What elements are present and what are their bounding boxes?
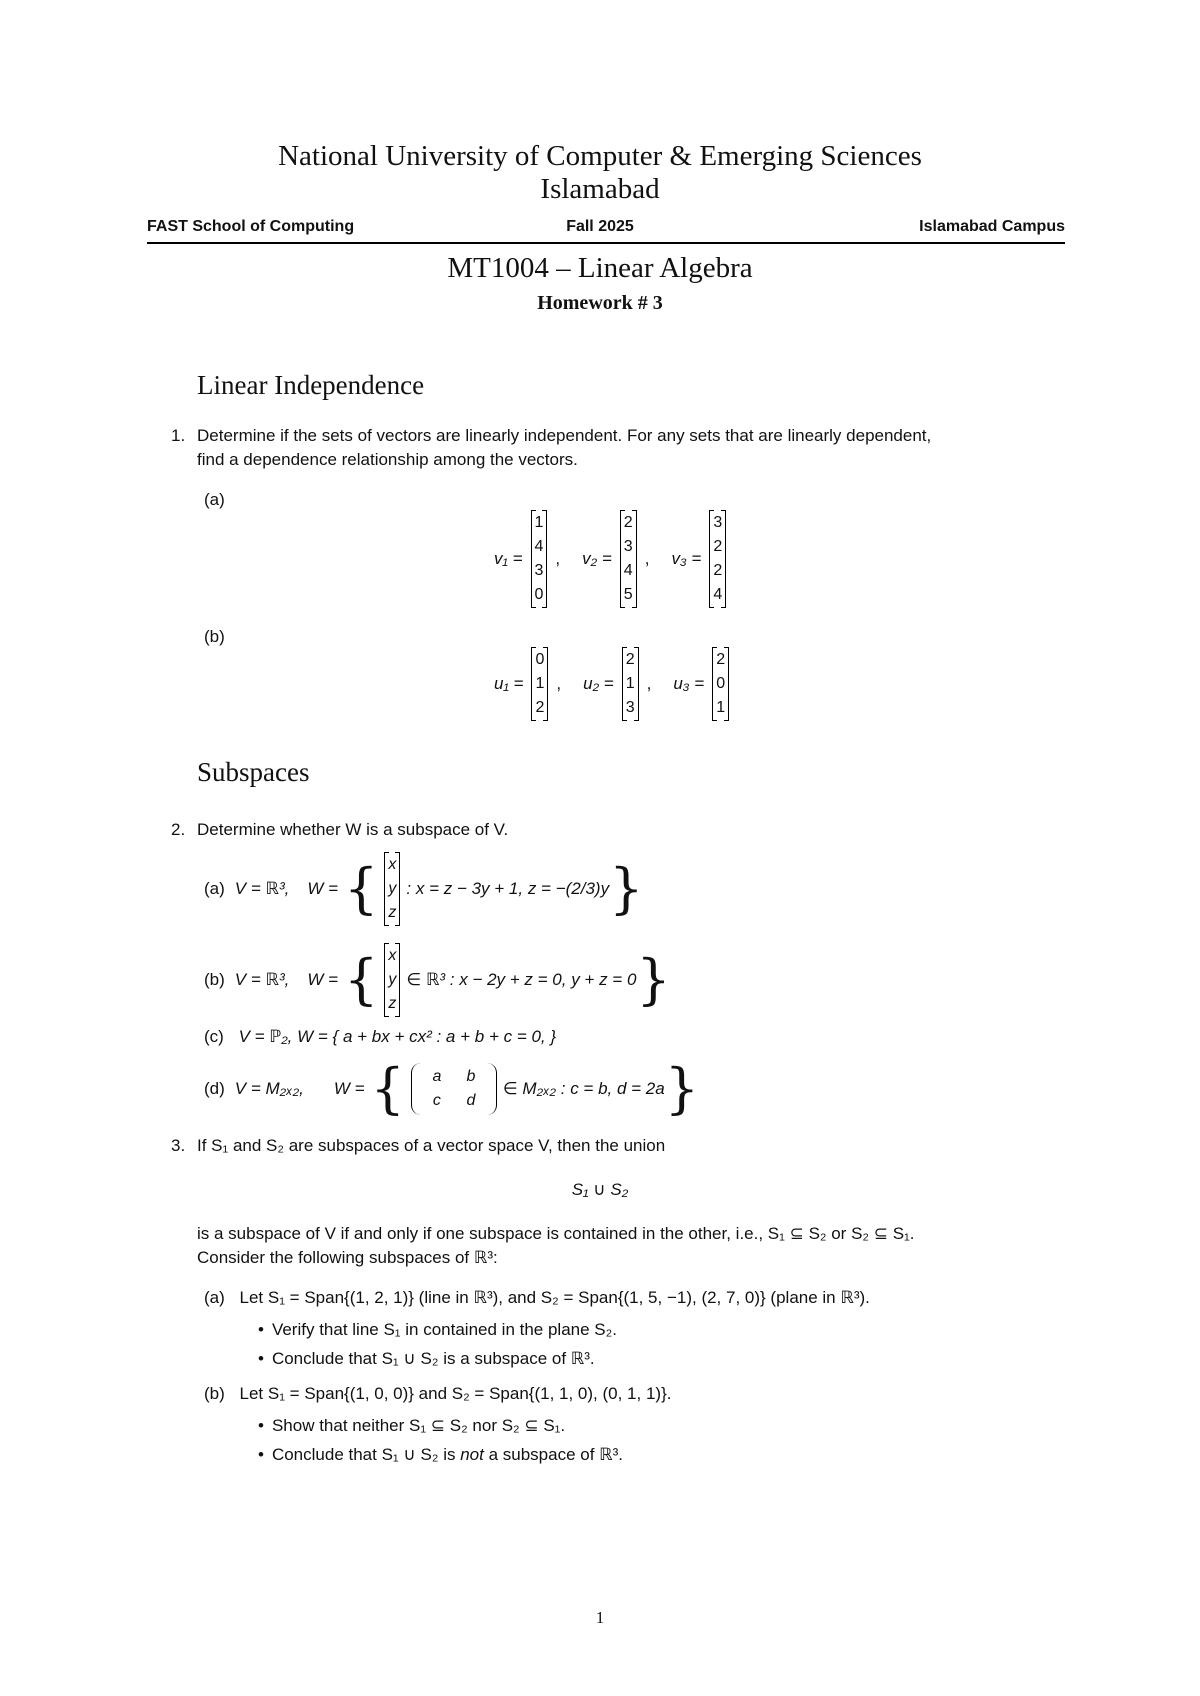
campus-city: Islamabad (540, 173, 660, 205)
q2d-space: V = M₂ₓ₂, (234, 1079, 304, 1098)
vector-entry: y (388, 880, 397, 897)
bullet-text: Show that neither S₁ ⊆ S₂ nor S₂ ⊆ S₁. (271, 1416, 566, 1435)
q2c-row (204, 1025, 556, 1049)
v1-name: v₁ = (494, 549, 523, 568)
close-brace: } (664, 1057, 700, 1120)
v3-name: v₃ = (671, 549, 702, 568)
u2-vector (622, 647, 639, 721)
emphasis-not: not (460, 1445, 484, 1464)
vector-entry: 0 (535, 651, 545, 668)
bullet-text: Conclude that S₁ ∪ S₂ is a subspace of ℝ³. (271, 1349, 595, 1368)
bullet-icon: • (258, 1349, 264, 1368)
vector-entry: 1 (535, 675, 545, 692)
bullet-text: Verify that line S₁ in contained in the plane S₂. (271, 1320, 617, 1339)
q2a-space: V = ℝ³, (234, 879, 290, 898)
school-name: FAST School of Computing (147, 218, 355, 235)
section-linear-independence: Linear Independence (197, 370, 425, 400)
vector-entry: y (388, 971, 397, 988)
q2a-xyz-vector (384, 852, 400, 926)
q2d-w: W = (333, 1079, 365, 1098)
q2d-matrix (411, 1063, 497, 1115)
q2a-w: W = (307, 879, 339, 898)
section-subspaces: Subspaces (197, 757, 310, 787)
vector-entry: 2 (623, 514, 633, 531)
matrix-entry: a (432, 1068, 442, 1085)
q3a-text: Let S₁ = Span{(1, 2, 1)} (line in ℝ³), and S₂ = Span{(1, 5, −1), (2, 7, 0)} (plane in ℝ³). (239, 1288, 870, 1307)
header-rule (147, 242, 1065, 244)
campus-label: Islamabad Campus (919, 218, 1065, 235)
vector-entry: 3 (534, 562, 544, 579)
u3-vector (712, 647, 729, 721)
u2-name: u₂ = (583, 674, 614, 693)
comma: , (644, 549, 650, 568)
q2a-row (204, 852, 643, 926)
vector-entry: 4 (713, 586, 723, 603)
q2b-row (204, 943, 671, 1017)
v2-name: v₂ = (582, 549, 612, 568)
vector-entry: 2 (713, 538, 723, 555)
bullet-text: Conclude that S₁ ∪ S₂ is (271, 1445, 456, 1464)
q1-text (197, 424, 1077, 472)
q3a-bullet-1 (258, 1318, 617, 1342)
v3-vector (709, 510, 726, 608)
vector-entry: x (388, 947, 397, 964)
vector-entry: 2 (713, 562, 723, 579)
homework-title: Homework # 3 (537, 292, 663, 314)
vector-entry: z (388, 904, 397, 921)
vector-entry: 5 (623, 586, 633, 603)
u3-name: u₃ = (673, 674, 705, 693)
vector-entry: 4 (623, 562, 633, 579)
vector-entry: 1 (716, 699, 726, 716)
vector-entry: 2 (716, 651, 726, 668)
course-title: MT1004 – Linear Algebra (447, 252, 753, 284)
q3-union: S₁ ∪ S₂ (571, 1180, 629, 1199)
q3b-bullet-2 (258, 1443, 623, 1467)
v1-vector (531, 510, 548, 608)
comma: , (556, 674, 562, 693)
bullet-text: a subspace of ℝ³. (488, 1445, 624, 1464)
vector-entry: 3 (625, 699, 635, 716)
bullet-icon: • (258, 1445, 264, 1464)
q2c-label: (c) (204, 1027, 224, 1046)
q2a-label: (a) (204, 879, 225, 898)
q3b-text: Let S₁ = Span{(1, 0, 0)} and S₂ = Span{(1, 1, 0), (0, 1, 1)}. (239, 1384, 672, 1403)
q3-intro: If S₁ and S₂ are subspaces of a vector space V, then the union (197, 1136, 666, 1155)
term: Fall 2025 (566, 218, 634, 235)
vector-entry: 1 (534, 514, 544, 531)
q3-body (197, 1222, 1077, 1270)
q2b-w: W = (307, 970, 339, 989)
matrix-entry: b (466, 1068, 476, 1085)
vector-entry: 3 (713, 514, 723, 531)
q2d-condition: ∈ M₂ₓ₂ : c = b, d = 2a (502, 1079, 665, 1098)
q3b-bullet-1 (258, 1414, 565, 1438)
vector-entry: 4 (534, 538, 544, 555)
university-name: National University of Computer & Emerging Sciences (278, 140, 922, 172)
q2d-row (204, 1057, 700, 1120)
u1-vector (531, 647, 548, 721)
bullet-icon: • (258, 1320, 264, 1339)
q2d-label: (d) (204, 1079, 225, 1098)
q3a-row (204, 1286, 870, 1310)
vector-entry: 2 (535, 699, 545, 716)
q2a-condition: : x = z − 3y + 1, z = −(2/3)y (406, 879, 610, 898)
v2-vector (620, 510, 637, 608)
vector-entry: z (388, 995, 397, 1012)
q3-line1: is a subspace of V if and only if one subspace is contained in the other, i.e., S₁ ⊆ S₂ or S₂ ⊆ S₁. (197, 1224, 915, 1243)
q2b-condition: ∈ ℝ³ : x − 2y + z = 0, y + z = 0 (406, 970, 637, 989)
open-brace: { (370, 1057, 405, 1120)
q2c-text: V = ℙ₂, W = { a + bx + cx² : a + b + c = 0, } (238, 1027, 557, 1046)
q2b-xyz-vector (384, 943, 400, 1017)
q3b-label: (b) (204, 1384, 225, 1403)
matrix-entry: c (432, 1092, 441, 1109)
q1b-label: (b) (204, 627, 225, 646)
q3a-label: (a) (204, 1288, 225, 1307)
vector-entry: x (388, 856, 397, 873)
q1a-vectors (494, 510, 726, 608)
q3-number: 3. (171, 1136, 186, 1155)
vector-entry: 3 (623, 538, 633, 555)
vector-entry: 2 (625, 651, 635, 668)
matrix-entry: d (466, 1092, 476, 1109)
q2b-space: V = ℝ³, (234, 970, 290, 989)
q3a-bullet-2 (258, 1347, 595, 1371)
vector-entry: 1 (625, 675, 635, 692)
vector-entry: 0 (534, 586, 544, 603)
comma: , (646, 674, 652, 693)
close-brace: } (609, 857, 644, 920)
open-brace: { (344, 857, 379, 920)
q1-number: 1. (171, 426, 186, 445)
u1-name: u₁ = (494, 674, 524, 693)
vector-entry: 0 (716, 675, 726, 692)
open-brace: { (344, 948, 379, 1011)
q2b-label: (b) (204, 970, 225, 989)
q1a-label: (a) (204, 490, 225, 509)
q3-line2: Consider the following subspaces of ℝ³: (197, 1248, 498, 1267)
q3b-row (204, 1382, 671, 1406)
bullet-icon: • (258, 1416, 264, 1435)
q1-line2: find a dependence relationship among the vectors. (197, 450, 578, 469)
comma: , (555, 549, 561, 568)
page-number: 1 (595, 1608, 605, 1627)
q2-text: Determine whether W is a subspace of V. (197, 820, 509, 839)
q2-number: 2. (171, 820, 186, 839)
q1-line1: Determine if the sets of vectors are linearly independent. For any sets that are linearly dependent, (197, 426, 932, 445)
q1b-vectors (494, 647, 729, 721)
close-brace: } (636, 948, 671, 1011)
